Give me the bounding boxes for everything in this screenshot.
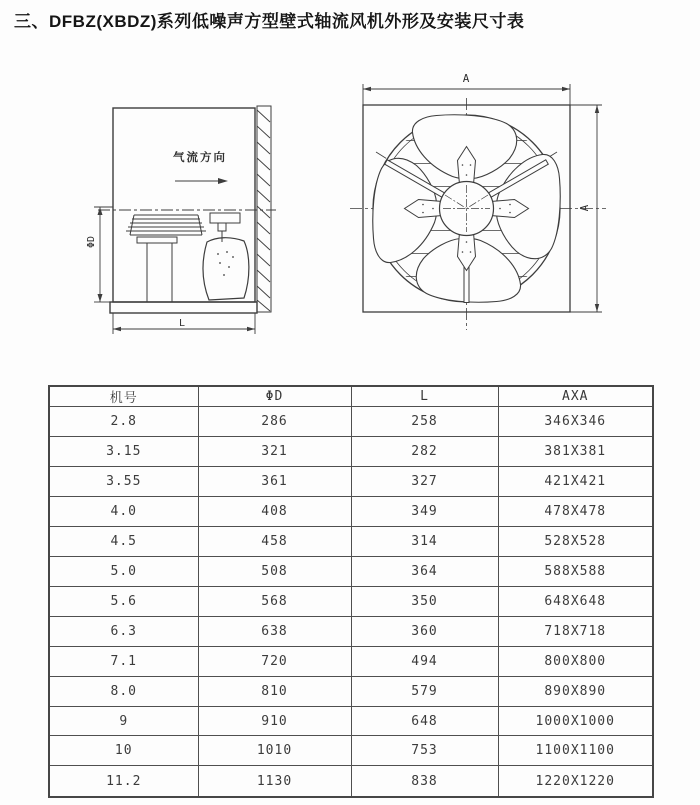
- cell-model: 5.6: [49, 586, 198, 616]
- cell-length: 282: [351, 436, 498, 466]
- col-header-diameter: ΦD: [198, 386, 351, 407]
- cell-axa: 1000X1000: [498, 706, 653, 736]
- cell-diameter: 568: [198, 586, 351, 616]
- cell-model: 2.8: [49, 407, 198, 437]
- cell-length: 838: [351, 766, 498, 797]
- table-row: [49, 706, 653, 736]
- cell-diameter: 408: [198, 496, 351, 526]
- table-row: [49, 676, 653, 706]
- cell-diameter: 910: [198, 706, 351, 736]
- cell-model: 3.15: [49, 436, 198, 466]
- cell-diameter: 286: [198, 407, 351, 437]
- width-dim-label: A: [462, 72, 470, 85]
- table-row: [49, 436, 653, 466]
- fan-front-view-drawing: [348, 68, 648, 336]
- cell-axa: 800X800: [498, 646, 653, 676]
- cell-length: 350: [351, 586, 498, 616]
- cell-axa: 381X381: [498, 436, 653, 466]
- table-row: [49, 526, 653, 556]
- table-row: [49, 466, 653, 496]
- cell-length: 753: [351, 736, 498, 766]
- cell-length: 360: [351, 616, 498, 646]
- cell-length: 327: [351, 466, 498, 496]
- cell-length: 349: [351, 496, 498, 526]
- cell-axa: 718X718: [498, 616, 653, 646]
- airflow-label: 气流方向: [173, 152, 227, 164]
- cell-diameter: 321: [198, 436, 351, 466]
- fan-blade-side: [203, 238, 249, 300]
- cell-model: 7.1: [49, 646, 198, 676]
- cell-diameter: 508: [198, 556, 351, 586]
- cell-model: 5.0: [49, 556, 198, 586]
- cell-length: 648: [351, 706, 498, 736]
- cell-axa: 890X890: [498, 676, 653, 706]
- fan-side-view-drawing: [80, 82, 290, 340]
- col-header-axa: AXA: [498, 386, 653, 407]
- motor-pedestal: [137, 237, 177, 302]
- cell-diameter: 1010: [198, 736, 351, 766]
- cell-length: 314: [351, 526, 498, 556]
- cell-axa: 478X478: [498, 496, 653, 526]
- cell-axa: 588X588: [498, 556, 653, 586]
- table-row: [49, 556, 653, 586]
- cell-diameter: 720: [198, 646, 351, 676]
- table-row: [49, 646, 653, 676]
- table-row: [49, 736, 653, 766]
- cell-model: 4.5: [49, 526, 198, 556]
- table-row: [49, 496, 653, 526]
- table-row: [49, 766, 653, 797]
- cell-length: 494: [351, 646, 498, 676]
- cell-axa: 346X346: [498, 407, 653, 437]
- hub: [440, 182, 494, 236]
- cell-axa: 421X421: [498, 466, 653, 496]
- cell-model: 3.55: [49, 466, 198, 496]
- col-header-model: 机号: [49, 386, 198, 407]
- length-dim-label: L: [178, 318, 186, 329]
- diameter-dim-label: ΦD: [86, 235, 97, 249]
- cell-diameter: 638: [198, 616, 351, 646]
- cell-diameter: 361: [198, 466, 351, 496]
- cell-length: 364: [351, 556, 498, 586]
- cell-model: 11.2: [49, 766, 198, 797]
- table-row: [49, 586, 653, 616]
- motor-body: [126, 215, 206, 235]
- cell-diameter: 810: [198, 676, 351, 706]
- dimension-d: [94, 207, 113, 302]
- cell-length: 258: [351, 407, 498, 437]
- cell-model: 6.3: [49, 616, 198, 646]
- cell-model: 4.0: [49, 496, 198, 526]
- col-header-length: L: [351, 386, 498, 407]
- cell-diameter: 458: [198, 526, 351, 556]
- cell-model: 10: [49, 736, 198, 766]
- dimension-table: [48, 385, 654, 798]
- cell-axa: 1100X1100: [498, 736, 653, 766]
- cell-axa: 648X648: [498, 586, 653, 616]
- cell-axa: 1220X1220: [498, 766, 653, 797]
- cell-model: 8.0: [49, 676, 198, 706]
- page-title: 三、DFBZ(XBDZ)系列低噪声方型壁式轴流风机外形及安装尺寸表: [14, 12, 525, 31]
- height-dim-label: A: [578, 204, 591, 212]
- base-plate: [110, 302, 257, 313]
- cell-diameter: 1130: [198, 766, 351, 797]
- fan-casing: [113, 108, 255, 302]
- wall-hatch: [257, 106, 271, 312]
- airflow-arrow-icon: [175, 178, 228, 184]
- cell-axa: 528X528: [498, 526, 653, 556]
- table-row: [49, 616, 653, 646]
- cell-model: 9: [49, 706, 198, 736]
- table-header-row: [49, 386, 653, 407]
- table-row: [49, 407, 653, 437]
- cell-length: 579: [351, 676, 498, 706]
